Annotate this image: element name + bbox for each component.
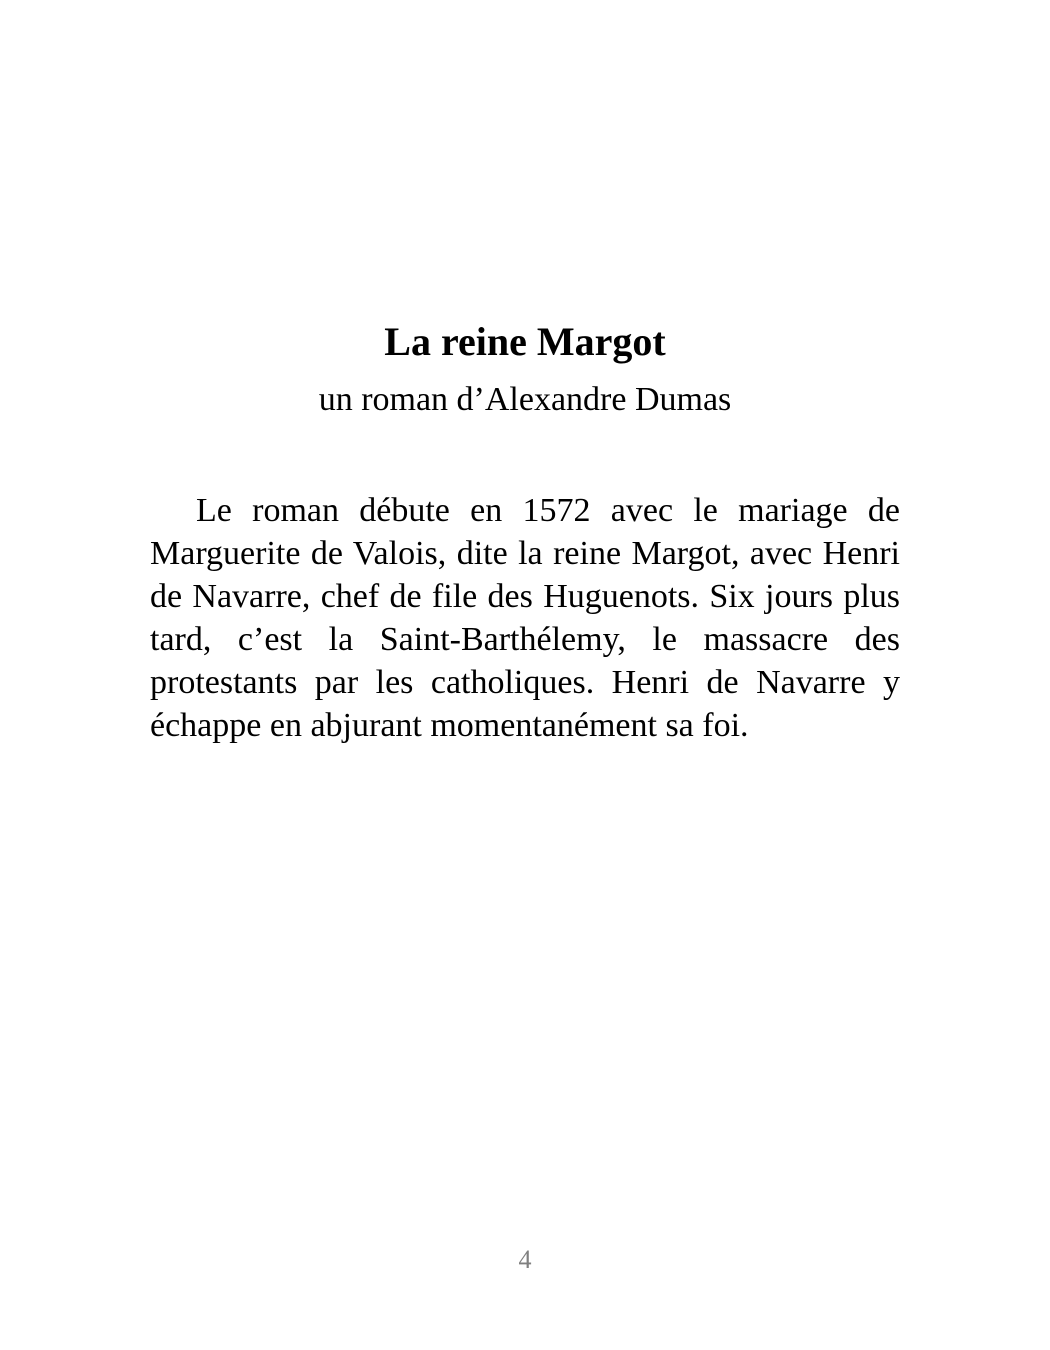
summary-paragraph: Le roman débute en 1572 avec le mariage de Marguerite de Valois, dite la reine Margot, avec Henri de Navarre, chef de file des Huguenots. Six jours plus tard, c’est la Saint-Barthélemy, le massacre des protestants par les catholiques. Henri de Navarre y échappe en abjurant momentanément sa foi. [150,492,900,744]
page-number: 4 [518,1245,532,1274]
book-title: La reine Margot [384,319,666,364]
book-subtitle: un roman d’Alexandre Dumas [318,381,732,418]
